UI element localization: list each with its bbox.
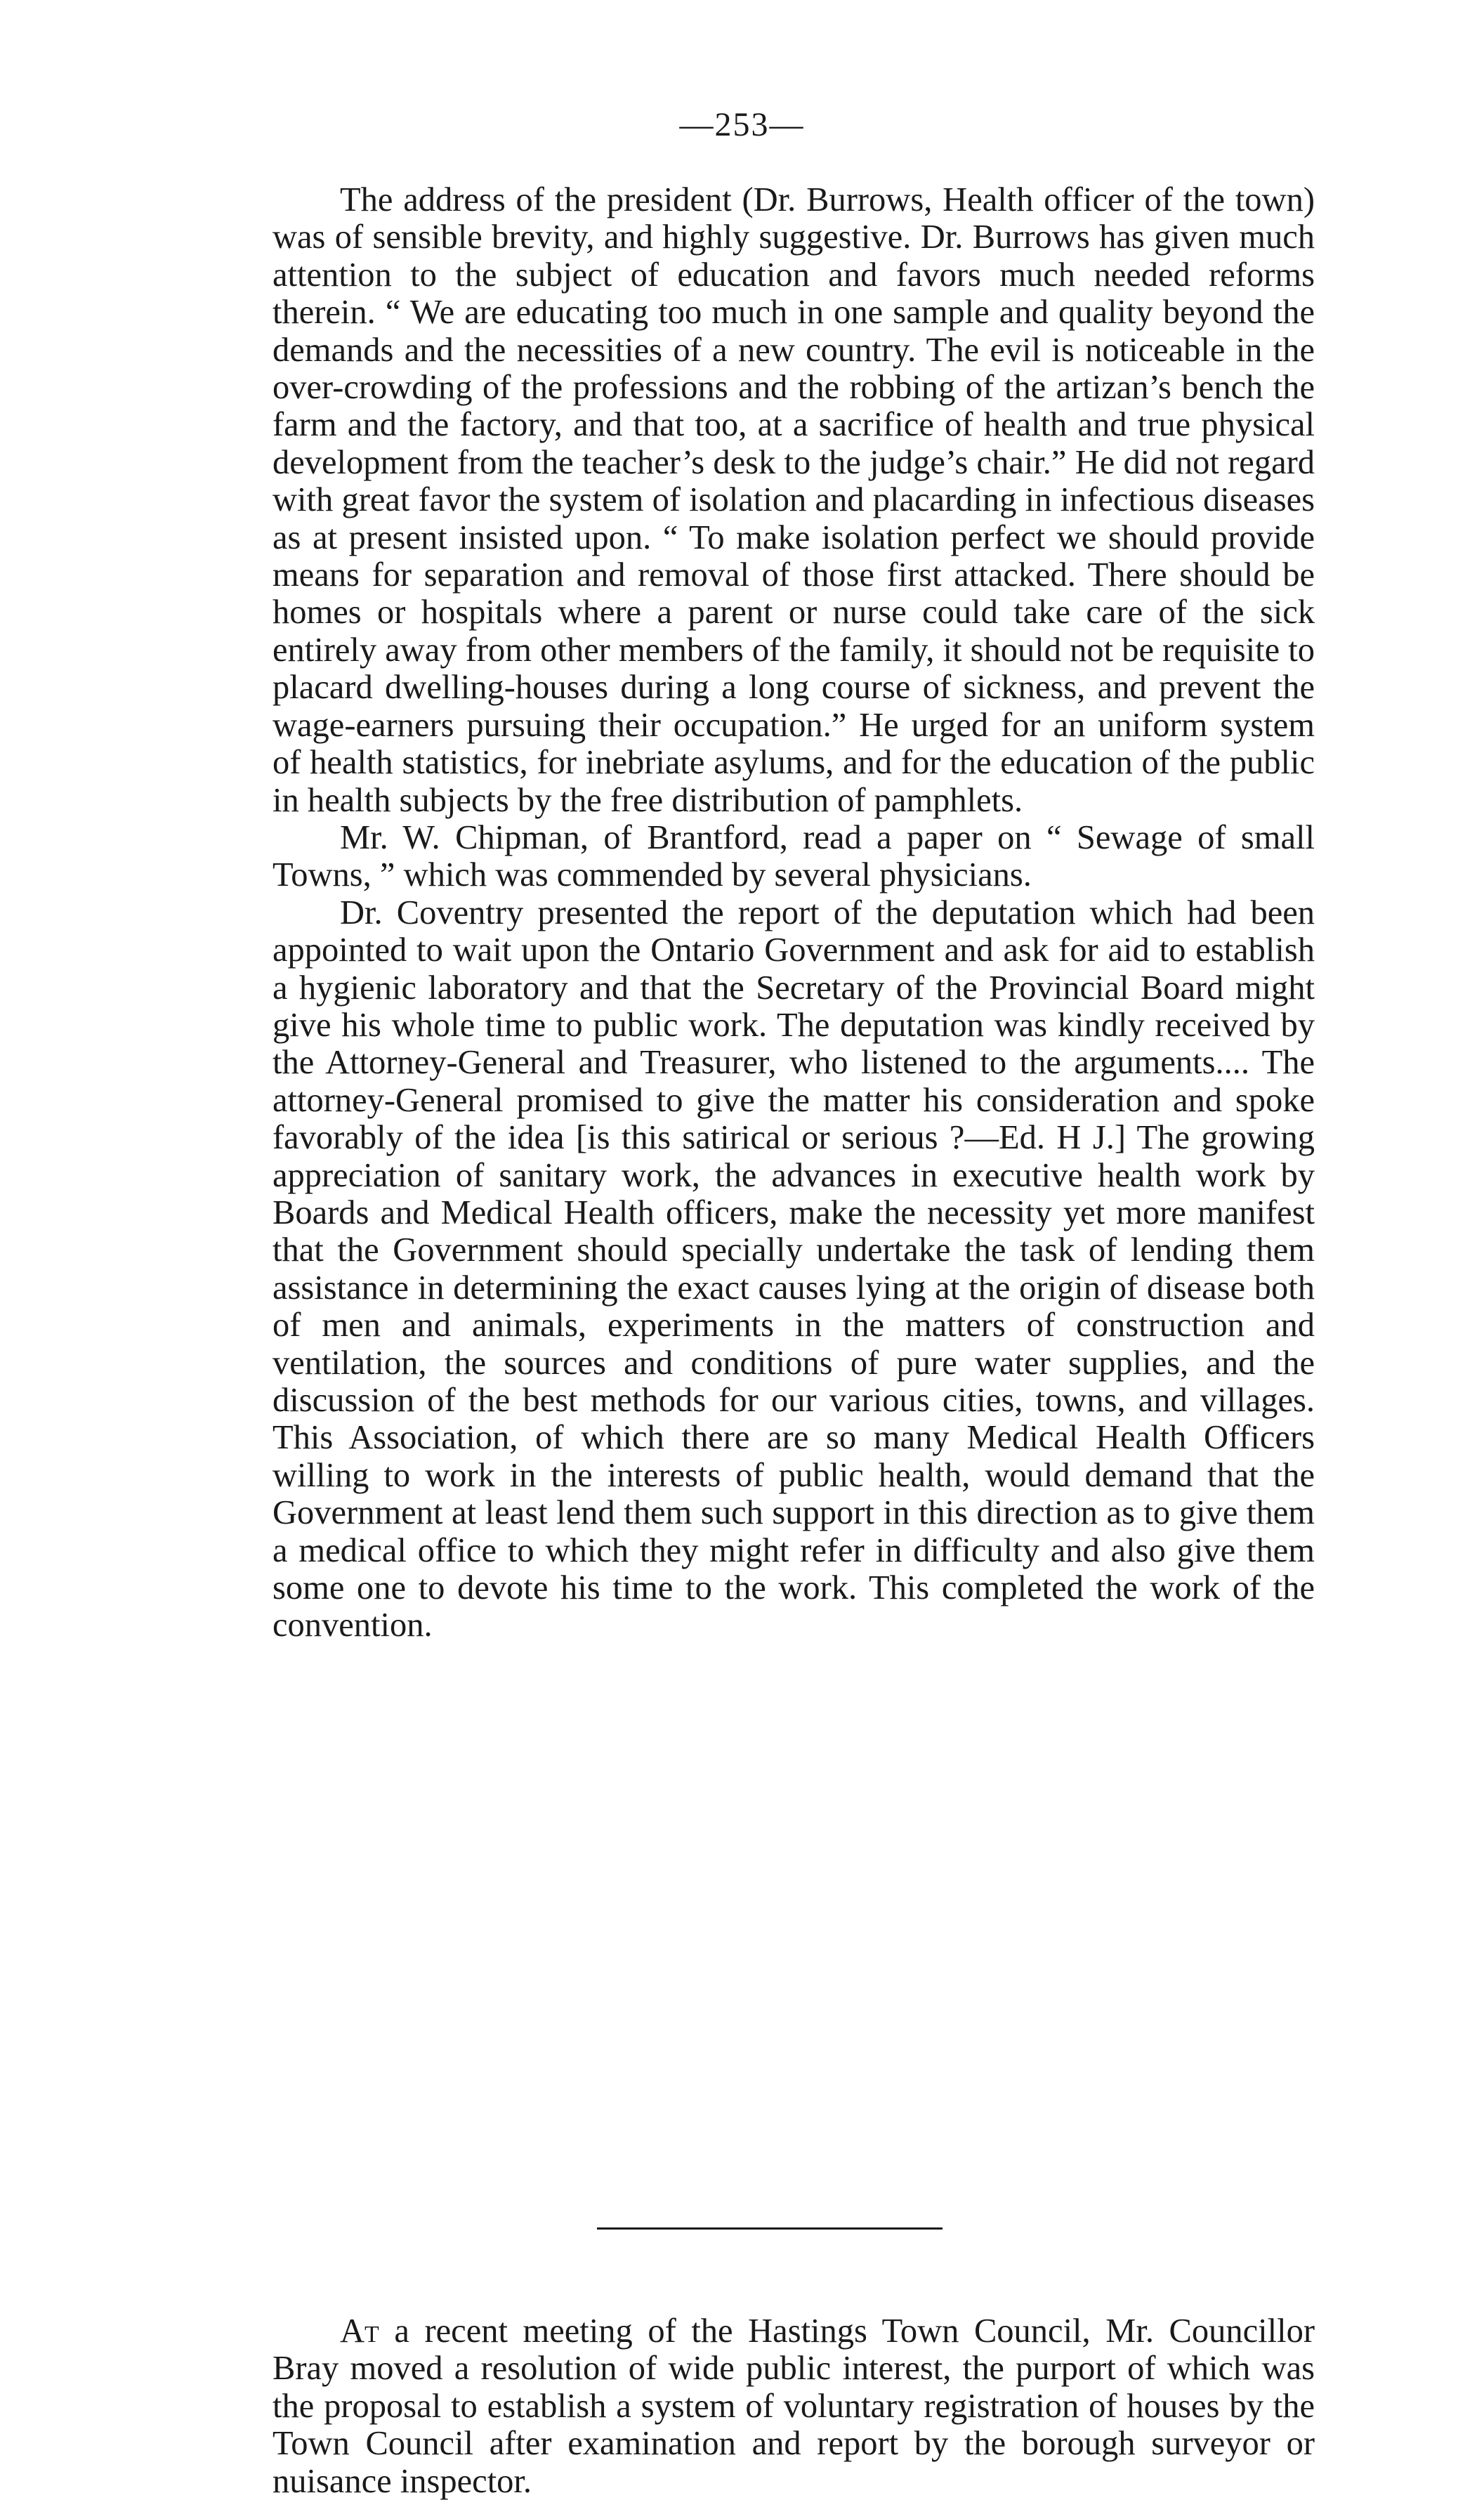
paragraph-president-address: The address of the president (Dr. Burrows, Health officer of the town) was of sensible brevity, and highly suggestive. Dr. Burrows has given much attention to the subject of education and favors much needed reforms therein. “ We are educating too much in one sample and quality beyond the demands and the necessities of a new country. The evil is noticeable in the over-crowding of the professions and the robbing of the artizan’s bench the farm and the factory, and that too, at a sacrifice of health and true physical development from the teacher’s desk to the judge’s chair.” He did not regard with great favor the system of isolation and placarding in infectious diseases as at present insisted upon. “ To make isolation perfect we should provide means for separation and removal of those first attacked. There should be homes or hospitals where a parent or nurse could take care of the sick entirely away from other members of the family, it should not be requisite to placard dwelling-houses during a long course of sickness, and prevent the wage-earners pursuing their occupation.” He urged for an uniform system of health statistics, for inebriate asylums, and for the education of the public in health subjects by the free distribution of pamphlets. [272, 181, 1315, 819]
convention-report [272, 181, 1315, 1644]
paragraph-chipman-paper: Mr. W. Chipman, of Brantford, read a paper on “ Sewage of small Towns, ” which was commended by several physicians. [272, 818, 1315, 894]
paragraph-lead-word: At [340, 2312, 379, 2350]
paragraph-coventry-report: Dr. Coventry presented the report of the deputation which had been appointed to wait upon the Ontario Government and ask for aid to establish a hygienic laboratory and that the Secretary of the Provincial Board might give his whole time to public work. The deputation was kindly received by the Attorney-General and Treasurer, who listened to the arguments.... The attorney-General promised to give the matter his consideration and spoke favorably of the idea [is this satirical or serious ?—Ed. H J.] The growing appreciation of sanitary work, the advances in executive health work by Boards and Medical Health officers, make the necessity yet more manifest that the Government should specially undertake the task of lending them assistance in determining the exact causes lying at the origin of disease both of men and animals, experiments in the matters of construction and ventilation, the sources and conditions of pure water supplies, and the discussion of the best methods for our various cities, towns, and villages. This Association, of which there are so many Medical Health Officers willing to work in the interests of public health, would demand that the Government at least lend them such support in this direction as to give them a medical office to which they might refer in difficulty and also give them some one to devote his time to the work. This completed the work of the convention. [272, 894, 1315, 1644]
section-divider-rule [597, 2227, 943, 2230]
paragraph-hastings-council [272, 2312, 1315, 2500]
paragraph-hastings-text: a recent meeting of the Hastings Town Council, Mr. Councillor Bray moved a resolution of wide public interest, the purport of which was the proposal to establish a system of voluntary registration of houses by the Town Council after examination and report by the borough surveyor or nuisance inspector. [272, 2312, 1315, 2500]
hastings-council-note [272, 2312, 1315, 2500]
page-number: —253— [679, 106, 805, 143]
